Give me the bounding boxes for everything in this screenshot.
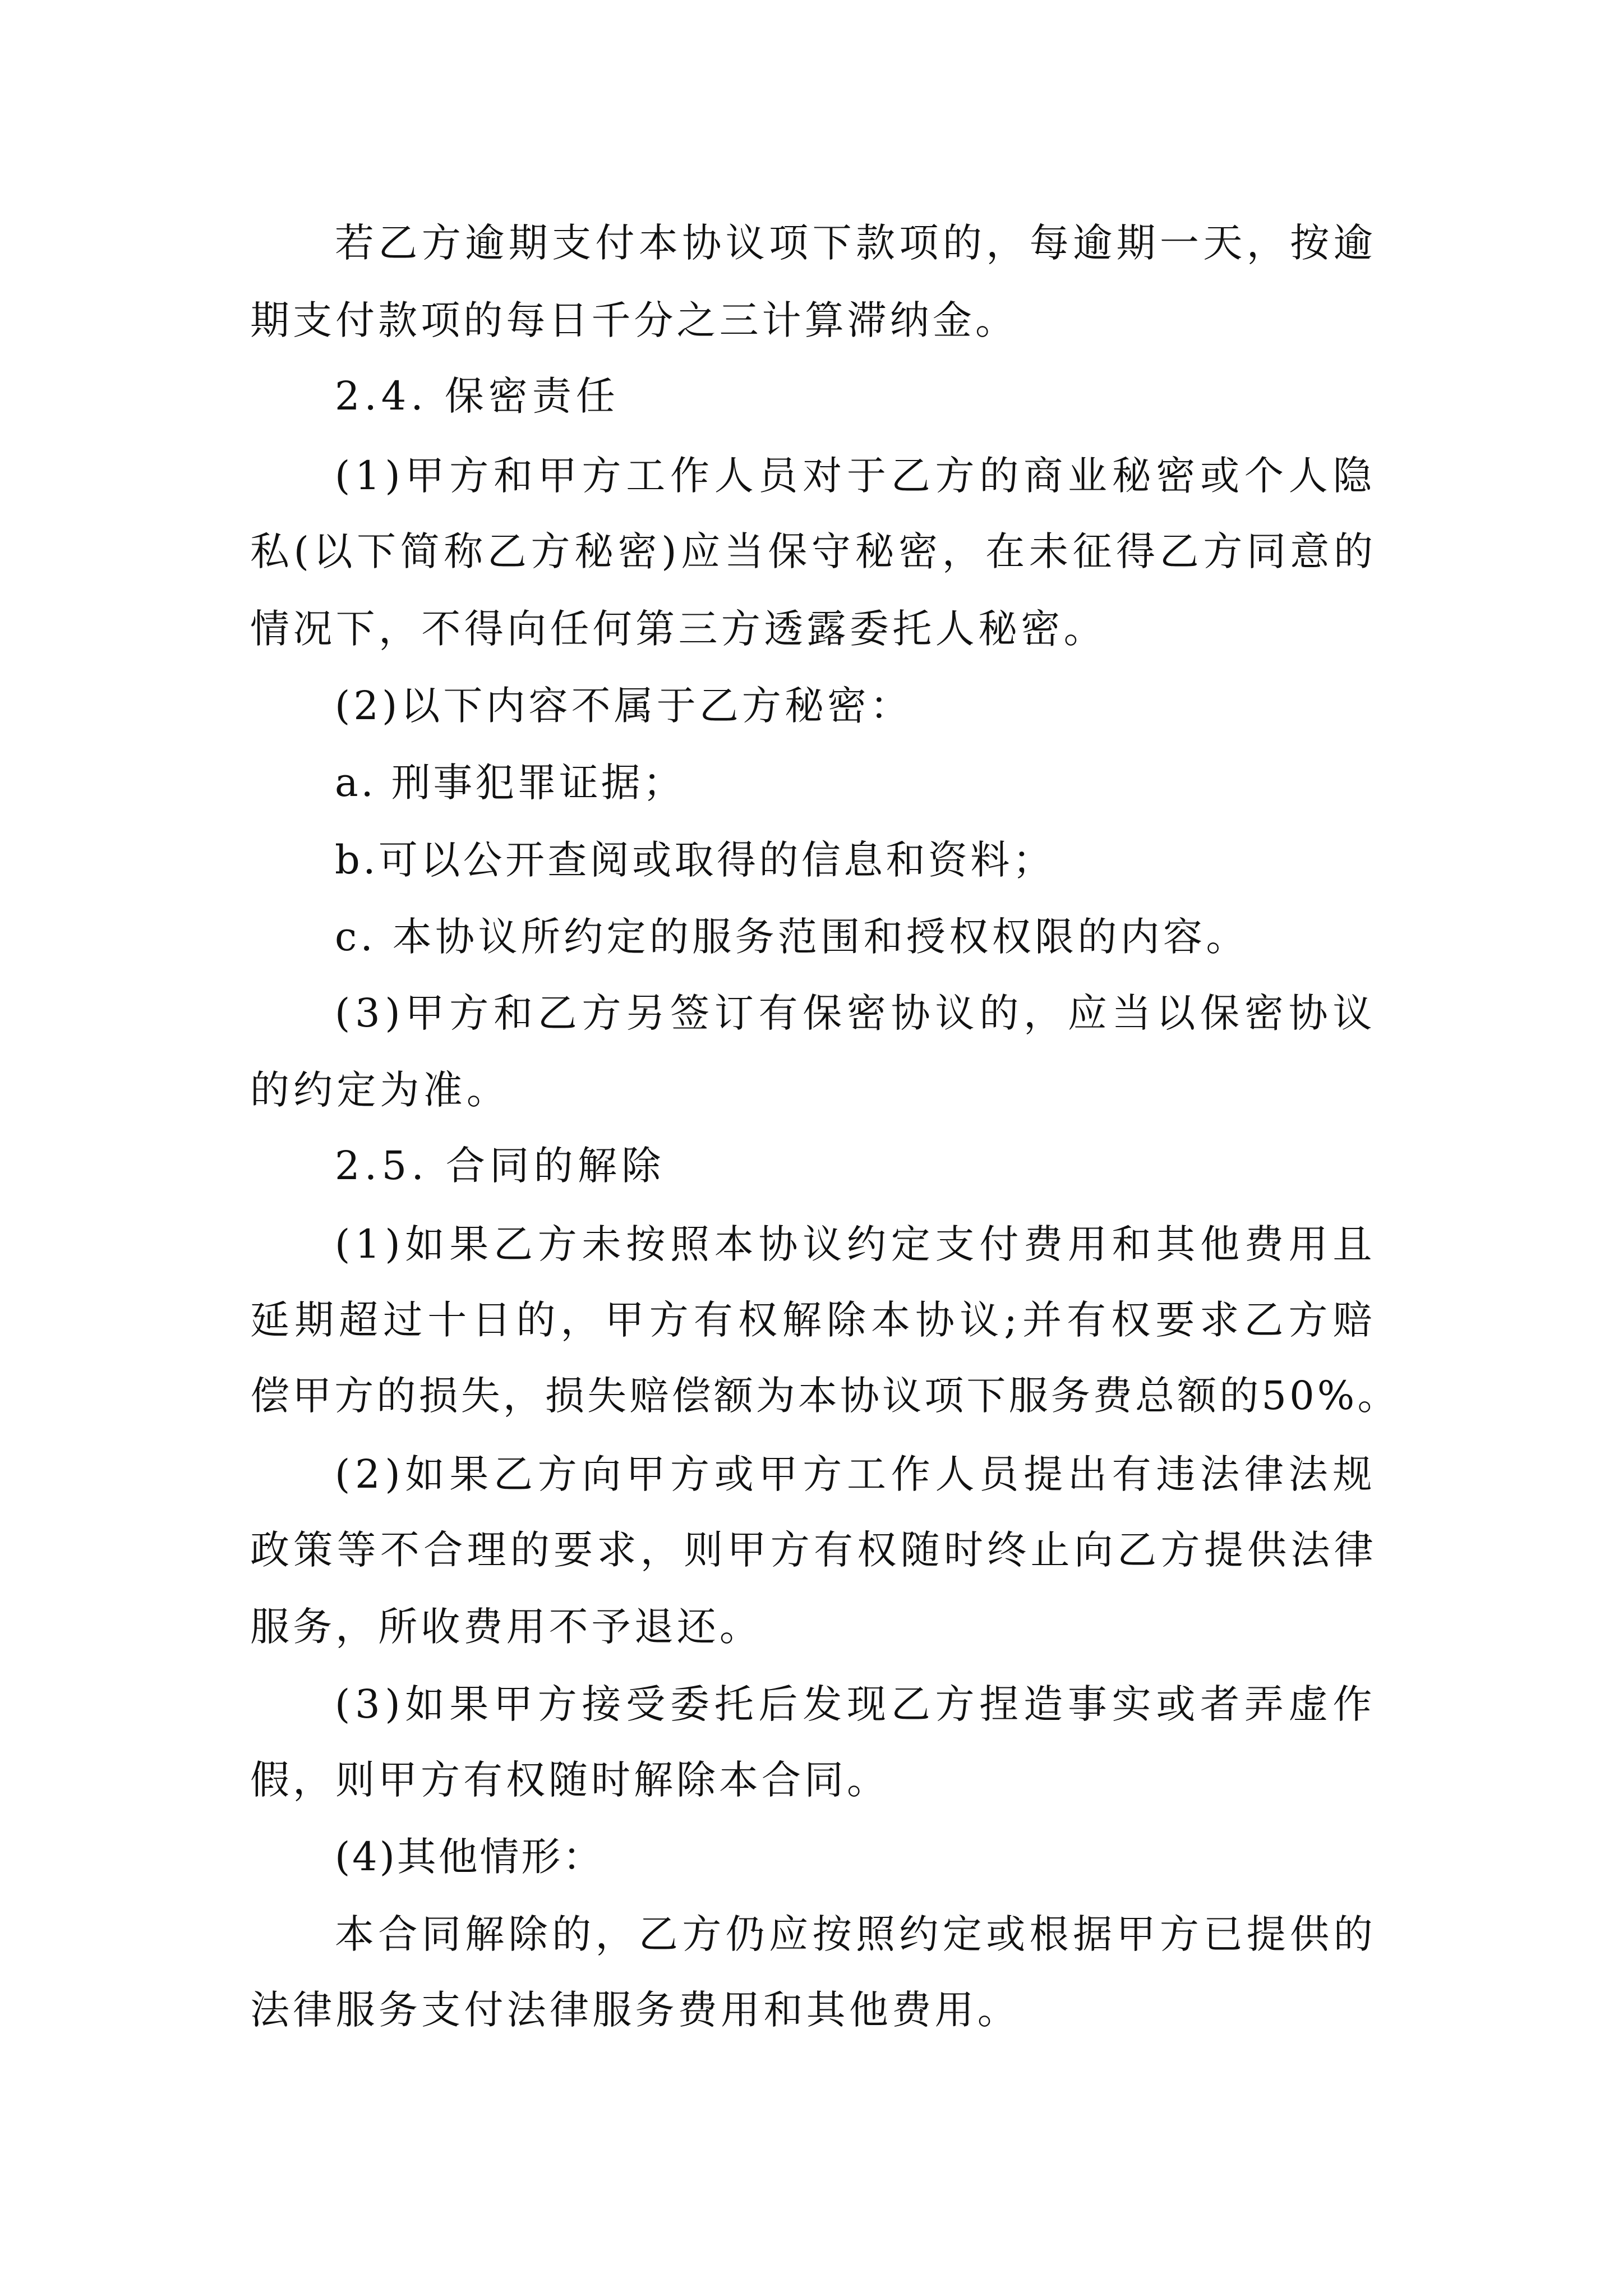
- clause-2-5-1-line-3: 偿甲方的损失，损失赔偿额为本协议项下服务费总额的50%。: [250, 1373, 1400, 1419]
- clause-2-4-2-a: a. 刑事犯罪证据；: [335, 760, 685, 806]
- para-late-payment-line-1: 若乙方逾期支付本协议项下款项的，每逾期一天，按逾: [335, 220, 1377, 266]
- para-termination-line-1: 本合同解除的，乙方仍应按照约定或根据甲方已提供的: [335, 1911, 1377, 1957]
- section-heading-2-4: 2.4. 保密责任: [335, 373, 620, 419]
- para-late-payment-line-2: 期支付款项的每日千分之三计算滞纳金。: [250, 297, 1018, 343]
- clause-2-4-1-line-3: 情况下，不得向任何第三方透露委托人秘密。: [250, 606, 1106, 652]
- clause-2-4-1-line-2: 私(以下简称乙方秘密)应当保守秘密，在未征得乙方同意的: [250, 528, 1377, 574]
- clause-2-4-1-line-1: (1)甲方和甲方工作人员对于乙方的商业秘密或个人隐: [335, 453, 1377, 499]
- clause-2-5-4: (4)其他情形：: [335, 1834, 605, 1880]
- clause-2-4-2: (2)以下内容不属于乙方秘密：: [335, 683, 913, 729]
- clause-2-4-2-c: c. 本协议所约定的服务范围和授权权限的内容。: [335, 914, 1249, 960]
- clause-2-5-2-line-3: 服务，所收费用不予退还。: [250, 1604, 762, 1650]
- clause-2-5-3-line-2: 假，则甲方有权随时解除本合同。: [250, 1757, 889, 1803]
- para-termination-line-2: 法律服务支付法律服务费用和其他费用。: [250, 1987, 1020, 2033]
- clause-2-4-3-line-2: 的约定为准。: [250, 1067, 510, 1113]
- clause-2-5-1-line-2: 延期超过十日的，甲方有权解除本协议;并有权要求乙方赔: [250, 1297, 1377, 1343]
- clause-2-5-3-line-1: (3)如果甲方接受委托后发现乙方捏造事实或者弄虚作: [335, 1681, 1377, 1727]
- section-heading-2-5: 2.5. 合同的解除: [335, 1143, 666, 1189]
- clause-2-4-2-b: b.可以公开查阅或取得的信息和资料；: [335, 837, 1055, 883]
- clause-2-5-2-line-2: 政策等不合理的要求，则甲方有权随时终止向乙方提供法律: [250, 1527, 1377, 1573]
- clause-2-4-3-line-1: (3)甲方和乙方另签订有保密协议的，应当以保密协议: [335, 990, 1377, 1036]
- clause-2-5-1-line-1: (1)如果乙方未按照本协议约定支付费用和其他费用且: [335, 1221, 1377, 1267]
- clause-2-5-2-line-1: (2)如果乙方向甲方或甲方工作人员提出有违法律法规: [335, 1451, 1377, 1497]
